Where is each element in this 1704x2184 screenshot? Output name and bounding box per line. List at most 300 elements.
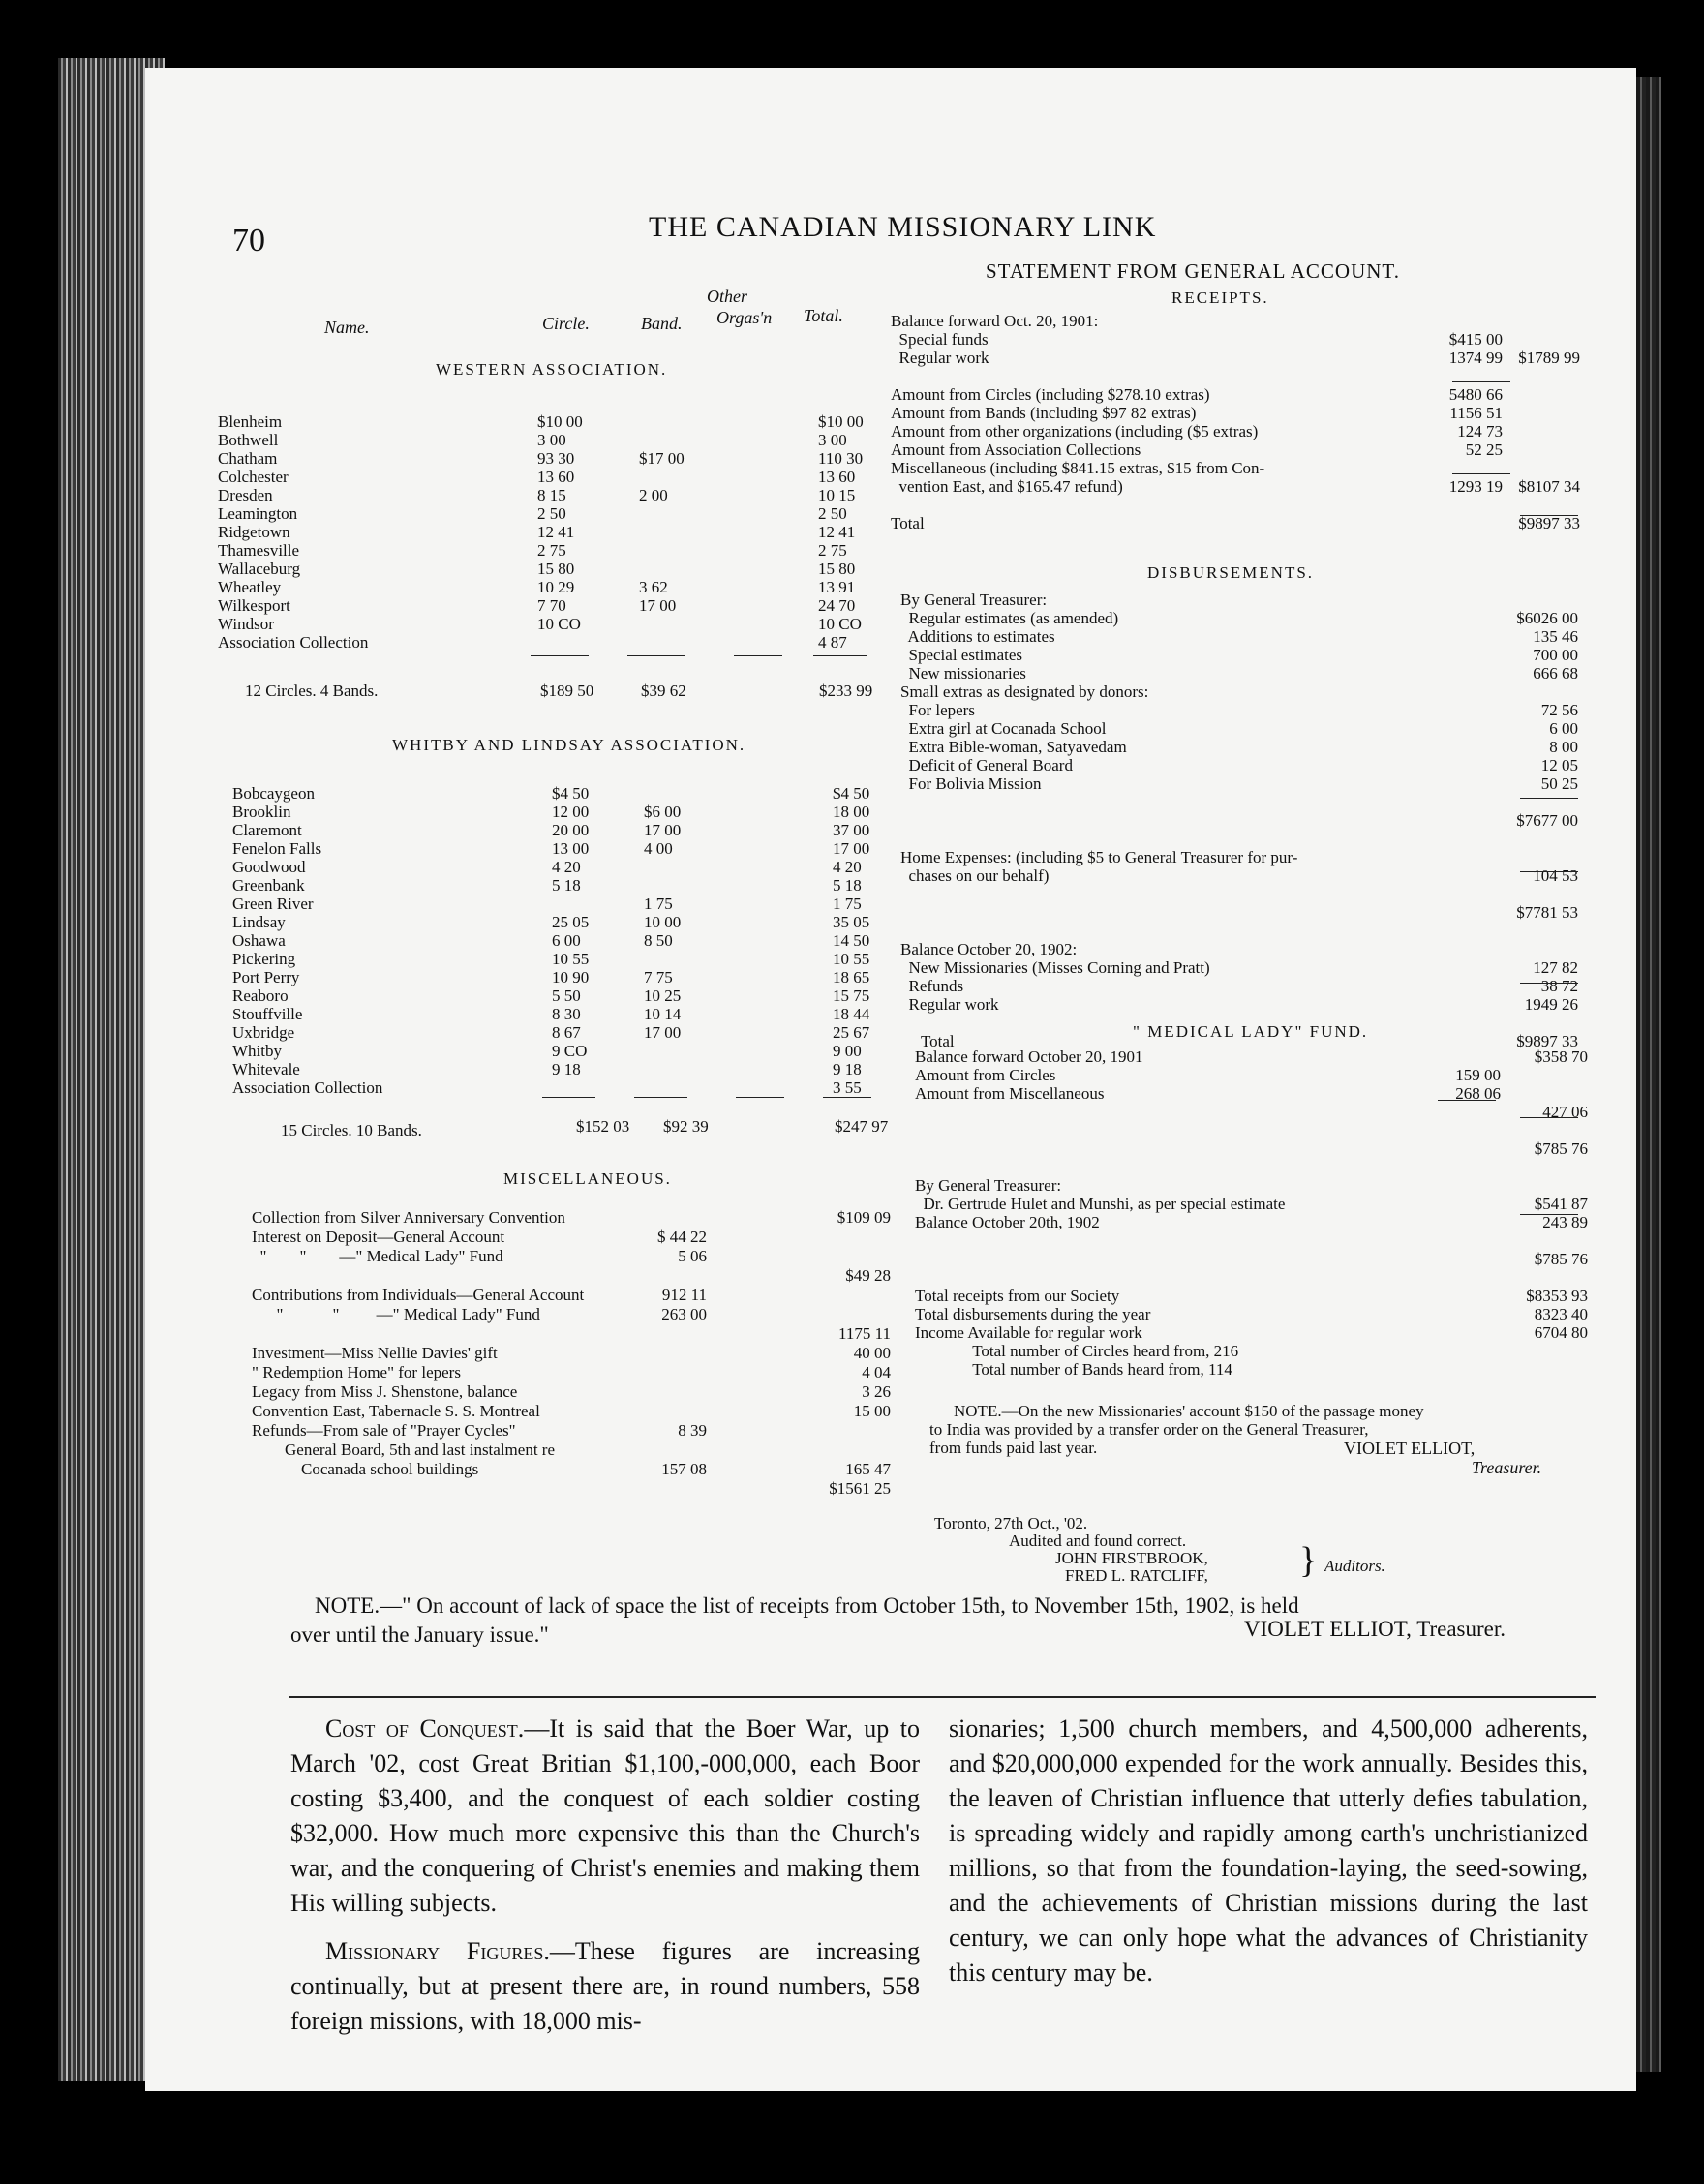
whitby-circle-cell: 13 00: [552, 839, 590, 858]
western-row: [218, 596, 857, 615]
receipts-text: Regular work: [891, 349, 989, 367]
western-table: [218, 412, 864, 664]
statement-title: STATEMENT FROM GENERAL ACCOUNT.: [986, 259, 1400, 283]
whitby-summary-label: 15 Circles. 10 Bands.: [281, 1121, 422, 1139]
whitby-summary-total: $247 97: [835, 1117, 889, 1136]
disbursements-text: Regular work: [900, 995, 999, 1014]
western-row: [218, 633, 857, 652]
receipts-line: [891, 422, 1580, 440]
disbursements-text: Extra Bible-woman, Satyavedam: [900, 738, 1127, 756]
medical-line: [915, 1047, 1588, 1066]
note-line-3: from funds paid last year.: [929, 1439, 1098, 1457]
receipts-table: [891, 312, 1580, 544]
whitby-band-cell: 17 00: [644, 1023, 682, 1042]
rule: [813, 655, 867, 656]
misc-line: [252, 1208, 891, 1227]
page-sheet: [145, 68, 1636, 2091]
disbursements-line: [900, 701, 1588, 719]
western-name-cell: Chatham: [218, 449, 278, 468]
receipts-total: $9897 33: [1518, 514, 1580, 532]
western-row: [218, 468, 857, 486]
misc-amount: 263 00: [661, 1305, 707, 1323]
misc-line: [252, 1286, 891, 1304]
whitby-name-cell: Stouffville: [232, 1005, 303, 1023]
misc-total: 4 04: [862, 1363, 891, 1381]
whitby-circle-cell: 5 50: [552, 986, 581, 1005]
misc-line: [252, 1441, 891, 1459]
whitby-band-cell: 10 14: [644, 1005, 682, 1023]
auditors-label: Auditors.: [1324, 1557, 1385, 1575]
medical-line: [915, 1231, 1588, 1250]
misc-title: MISCELLANEOUS.: [503, 1169, 672, 1188]
whitby-circle-cell: 8 67: [552, 1023, 581, 1042]
rule: [1452, 473, 1510, 474]
receipts-text: Amount from Circles (including $278.10 extras): [891, 385, 1210, 404]
whitby-circle-cell: 12 00: [552, 803, 590, 821]
misc-amount: 157 08: [661, 1460, 707, 1478]
whitby-name-cell: Green River: [232, 895, 314, 913]
col-band-header: Band.: [641, 314, 683, 333]
medical-amount: 268 06: [1455, 1084, 1501, 1103]
rule: [1520, 1214, 1578, 1215]
disbursements-total: $6026 00: [1516, 609, 1578, 627]
misc-line: [252, 1479, 891, 1498]
western-circle-cell: 12 41: [537, 523, 575, 541]
article-left-column: [290, 1712, 920, 2052]
disbursements-text: New missionaries: [900, 664, 1026, 682]
western-circle-cell: 93 30: [537, 449, 575, 468]
whitby-circle-cell: 10 55: [552, 950, 590, 968]
note-line-1: NOTE.—On the new Missionaries' account $150 of the passage money: [954, 1402, 1424, 1420]
whitby-name-cell: Reaboro: [232, 986, 289, 1005]
whitby-total-cell: 18 00: [833, 803, 870, 821]
figures-heading: Missionary Figures.: [325, 1937, 550, 1965]
rule: [1438, 1100, 1496, 1101]
disbursements-line: [900, 922, 1588, 940]
whitby-name-cell: Oshawa: [232, 931, 286, 950]
cost-heading: Cost of Conquest.: [325, 1714, 525, 1743]
western-name-cell: Bothwell: [218, 431, 279, 449]
misc-total: 40 00: [853, 1344, 891, 1362]
disbursements-text: Special estimates: [900, 646, 1023, 664]
signature-title: Treasurer.: [1472, 1458, 1542, 1477]
section-divider: [289, 1696, 1596, 1698]
medical-line: [915, 1139, 1588, 1158]
medical-line: [915, 1066, 1588, 1084]
whitby-circle-cell: $4 50: [552, 784, 590, 803]
misc-total: $49 28: [845, 1266, 891, 1285]
whitby-table: [232, 784, 870, 1104]
medical-total: $785 76: [1534, 1139, 1588, 1158]
disbursements-text: Home Expenses: (including $5 to General Treasurer for pur-: [900, 848, 1298, 866]
receipts-total: $1789 99: [1518, 349, 1580, 367]
whitby-summary-band: $92 39: [663, 1117, 709, 1136]
receipts-line: [891, 514, 1580, 532]
misc-line: [252, 1228, 891, 1246]
misc-text: Interest on Deposit—General Account: [252, 1228, 505, 1246]
medical-line: [915, 1250, 1588, 1268]
note-line-2: to India was provided by a transfer order on the General Treasurer,: [929, 1420, 1369, 1439]
whitby-total-cell: 18 44: [833, 1005, 870, 1023]
disbursements-text: Regular estimates (as amended): [900, 609, 1119, 627]
medical-total: 427 06: [1542, 1103, 1588, 1121]
medical-line: [915, 1323, 1588, 1342]
rule: [736, 1097, 784, 1098]
disbursements-text: By General Treasurer:: [900, 591, 1048, 609]
disbursements-total: 6 00: [1549, 719, 1578, 738]
western-name-cell: Colchester: [218, 468, 289, 486]
col-total-header: Total.: [804, 306, 843, 325]
misc-text: Refunds—From sale of "Prayer Cycles": [252, 1421, 516, 1440]
western-total-cell: $10 00: [818, 412, 864, 431]
whitby-name-cell: Fenelon Falls: [232, 839, 322, 858]
disbursements-total: 12 05: [1540, 756, 1578, 774]
medical-text: Amount from Miscellaneous: [915, 1084, 1105, 1103]
disbursements-line: [900, 940, 1588, 958]
disbursements-total: 50 25: [1540, 774, 1578, 793]
western-name-cell: Dresden: [218, 486, 273, 504]
misc-text: " " —" Medical Lady" Fund: [252, 1247, 503, 1265]
medical-text: Dr. Gertrude Hulet and Munshi, as per special estimate: [915, 1195, 1286, 1213]
disbursements-total: 72 56: [1540, 701, 1578, 719]
wide-note-signature: VIOLET ELLIOT, Treasurer.: [1244, 1617, 1506, 1641]
wide-note-line-1: NOTE.—" On account of lack of space the list of receipts from October 15th, to November 15th, 1902, is held: [315, 1593, 1299, 1618]
western-band-cell: $17 00: [639, 449, 685, 468]
misc-line: [252, 1344, 891, 1362]
whitby-row: [232, 821, 870, 839]
disbursements-total: 135 46: [1533, 627, 1578, 646]
receipts-text: Total: [891, 514, 925, 532]
disbursements-line: [900, 591, 1588, 609]
disbursements-total: 38 72: [1540, 977, 1578, 995]
medical-total: $358 70: [1534, 1047, 1588, 1066]
disbursements-line: [900, 866, 1588, 885]
rule: [1520, 1117, 1578, 1118]
rule: [1520, 983, 1578, 984]
running-head: THE CANADIAN MISSIONARY LINK: [649, 211, 1157, 243]
misc-amount: $ 44 22: [657, 1228, 707, 1246]
medical-text: Total disbursements during the year: [915, 1305, 1151, 1323]
disbursements-text: New Missionaries (Misses Corning and Pratt): [900, 958, 1210, 977]
misc-line: [252, 1305, 891, 1323]
western-band-cell: 3 62: [639, 578, 668, 596]
whitby-total-cell: 9 00: [833, 1042, 862, 1060]
figures-body: —These figures are increasing continually, but at present there are, in round numbers, 558 foreign missions, with 18,000 mis-: [290, 1937, 920, 2035]
western-summary-band: $39 62: [641, 682, 686, 700]
receipts-amount: 124 73: [1457, 422, 1503, 440]
whitby-name-cell: Association Collection: [232, 1078, 383, 1097]
western-summary-label: 12 Circles. 4 Bands.: [245, 682, 379, 700]
disbursements-line: [900, 811, 1588, 830]
western-circle-cell: 15 80: [537, 560, 575, 578]
western-name-cell: Windsor: [218, 615, 274, 633]
disbursements-line: [900, 793, 1588, 811]
whitby-row: [232, 895, 862, 913]
whitby-circle-cell: 10 90: [552, 968, 590, 986]
misc-amount: 5 06: [678, 1247, 707, 1265]
misc-amount: 912 11: [661, 1286, 707, 1304]
disbursements-line: [900, 756, 1588, 774]
audited-line: Audited and found correct.: [1009, 1532, 1187, 1550]
disbursements-line: [900, 977, 1588, 995]
whitby-row: [232, 913, 870, 931]
whitby-row: [232, 931, 870, 950]
western-name-cell: Wheatley: [218, 578, 282, 596]
receipts-line: [891, 404, 1580, 422]
medical-text: Amount from Circles: [915, 1066, 1056, 1084]
western-circle-cell: 8 15: [537, 486, 566, 504]
whitby-circle-cell: 8 30: [552, 1005, 581, 1023]
medical-total: 243 89: [1542, 1213, 1588, 1231]
western-name-cell: Thamesville: [218, 541, 300, 560]
receipts-text: Amount from Bands (including $97 82 extras): [891, 404, 1197, 422]
col-other-header: Orgas'n: [716, 308, 773, 327]
whitby-row: [232, 1023, 870, 1042]
book-right-edge: [1636, 77, 1661, 2072]
rule: [823, 1097, 871, 1098]
disbursements-line: [900, 958, 1588, 977]
whitby-name-cell: Whitevale: [232, 1060, 300, 1078]
disbursements-line: [900, 885, 1588, 903]
western-name-cell: Wilkesport: [218, 596, 290, 615]
disbursements-total: 8 00: [1549, 738, 1578, 756]
medical-amount: 159 00: [1455, 1066, 1501, 1084]
whitby-total-cell: 4 20: [833, 858, 862, 876]
disbursements-line: [900, 848, 1588, 866]
western-band-cell: 2 00: [639, 486, 668, 504]
receipts-text: Miscellaneous (including $841.15 extras, $15 from Con-: [891, 459, 1265, 477]
whitby-band-cell: 17 00: [644, 821, 682, 839]
col-circle-header: Circle.: [542, 314, 590, 333]
western-row: [218, 615, 862, 633]
misc-text: General Board, 5th and last instalment re: [252, 1441, 555, 1459]
receipts-amount: 1293 19: [1448, 477, 1503, 496]
western-circle-cell: 10 29: [537, 578, 575, 596]
western-circle-cell: $10 00: [537, 412, 583, 431]
disbursements-line: [900, 738, 1588, 756]
misc-line: [252, 1266, 891, 1285]
rule: [1520, 798, 1578, 799]
receipts-line: [891, 330, 1580, 349]
western-row: [218, 449, 864, 468]
receipts-line: [891, 459, 1580, 477]
whitby-band-cell: 1 75: [644, 895, 673, 913]
misc-total: $1561 25: [829, 1479, 891, 1498]
disbursements-line: [900, 646, 1588, 664]
receipts-line: [891, 385, 1580, 404]
whitby-total-cell: 1 75: [833, 895, 862, 913]
whitby-name-cell: Bobcaygeon: [232, 784, 315, 803]
western-row: [218, 486, 857, 504]
misc-amount: 8 39: [678, 1421, 707, 1440]
disbursements-text: Small extras as designated by donors:: [900, 682, 1149, 701]
medical-text: Balance October 20th, 1902: [915, 1213, 1100, 1231]
western-total-cell: 2 50: [818, 504, 847, 523]
whitby-total-cell: 17 00: [833, 839, 870, 858]
whitby-name-cell: Claremont: [232, 821, 302, 839]
whitby-band-cell: 7 75: [644, 968, 673, 986]
misc-text: Collection from Silver Anniversary Convention: [252, 1208, 565, 1227]
rule: [542, 1097, 595, 1098]
medical-line: [915, 1268, 1588, 1287]
receipts-total: $8107 34: [1518, 477, 1580, 496]
medical-text: Total number of Circles heard from, 216: [915, 1342, 1239, 1360]
medical-text: Total number of Bands heard from, 114: [915, 1360, 1232, 1379]
rule: [1520, 871, 1578, 872]
receipts-text: Balance forward Oct. 20, 1901:: [891, 312, 1099, 330]
medical-line: [915, 1103, 1588, 1121]
auditor-1: JOHN FIRSTBROOK,: [1055, 1549, 1208, 1567]
western-total-cell: 13 91: [818, 578, 856, 596]
western-circle-cell: 3 00: [537, 431, 566, 449]
whitby-total-cell: 14 50: [833, 931, 870, 950]
misc-line: [252, 1324, 891, 1343]
disbursements-total: 666 68: [1533, 664, 1578, 682]
misc-line: [252, 1382, 891, 1401]
western-total-cell: 12 41: [818, 523, 856, 541]
whitby-band-cell: 10 25: [644, 986, 682, 1005]
whitby-circle-cell: 5 18: [552, 876, 581, 895]
rule: [634, 1097, 687, 1098]
disbursements-text: For lepers: [900, 701, 975, 719]
receipts-text: Amount from Association Collections: [891, 440, 1141, 459]
medical-line: [915, 1342, 1588, 1360]
disbursements-text: Balance October 20, 1902:: [900, 940, 1078, 958]
disbursements-line: [900, 682, 1588, 701]
disbursements-line: [900, 664, 1588, 682]
receipts-line: [891, 312, 1580, 330]
receipts-amount: $415 00: [1448, 330, 1503, 349]
whitby-name-cell: Whitby: [232, 1042, 282, 1060]
whitby-row: [232, 1005, 870, 1023]
western-circle-cell: 7 70: [537, 596, 566, 615]
disbursements-line: [900, 774, 1588, 793]
disbursements-total: 1949 26: [1524, 995, 1578, 1014]
western-total-cell: 110 30: [818, 449, 864, 468]
misc-text: Cocanada school buildings: [252, 1460, 479, 1478]
whitby-name-cell: Greenbank: [232, 876, 305, 895]
whitby-total-cell: 37 00: [833, 821, 870, 839]
whitby-circle-cell: 9 CO: [552, 1042, 588, 1060]
rule: [734, 655, 782, 656]
disbursements-total: $7781 53: [1516, 903, 1578, 922]
misc-text: " Redemption Home" for lepers: [252, 1363, 461, 1381]
medical-text: Balance forward October 20, 1901: [915, 1047, 1143, 1066]
cost-body: —It is said that the Boer War, up to March '02, cost Great Britian $1,100,-000,000, each Boor costing $3,400, and the conquest of each soldier costing $32,000. How much more expensive this than the Church's war, and the conquering of Christ's enemies and making them His willing subjects.: [290, 1714, 921, 1917]
western-total-cell: 10 15: [818, 486, 856, 504]
receipts-amount: 1374 99: [1448, 349, 1503, 367]
col-other-top-header: Other: [707, 287, 747, 306]
rule: [627, 655, 685, 656]
auditor-2: FRED L. RATCLIFF,: [1065, 1566, 1208, 1585]
whitby-name-cell: Goodwood: [232, 858, 306, 876]
receipts-amount: 1156 51: [1449, 404, 1503, 422]
whitby-total-cell: 18 65: [833, 968, 870, 986]
medical-total: $541 87: [1534, 1195, 1588, 1213]
auditors-brace: }: [1299, 1540, 1318, 1581]
western-summary-total: $233 99: [819, 682, 873, 700]
receipts-line: [891, 367, 1580, 385]
whitby-row: [232, 1042, 862, 1060]
medical-line: [915, 1213, 1588, 1231]
western-row: [218, 523, 857, 541]
medical-total: $785 76: [1534, 1250, 1588, 1268]
western-total-cell: 24 70: [818, 596, 856, 615]
receipts-text: Special funds: [891, 330, 989, 349]
receipts-line: [891, 496, 1580, 514]
receipts-text: Amount from other organizations (including ($5 extras): [891, 422, 1259, 440]
whitby-row: [232, 803, 870, 821]
western-total-cell: 10 CO: [818, 615, 862, 633]
western-name-cell: Wallaceburg: [218, 560, 301, 578]
disbursements-text: Additions to estimates: [900, 627, 1055, 646]
rule: [1452, 381, 1510, 382]
misc-line: [252, 1247, 891, 1265]
misc-line: [252, 1402, 891, 1420]
whitby-total-cell: 9 18: [833, 1060, 862, 1078]
article-right-column: [949, 1712, 1588, 2004]
receipts-line: [891, 349, 1580, 367]
receipts-amount: 5480 66: [1448, 385, 1503, 404]
western-name-cell: Ridgetown: [218, 523, 290, 541]
whitby-band-cell: $6 00: [644, 803, 682, 821]
disbursements-total: 104 53: [1533, 866, 1578, 885]
misc-total: 3 26: [862, 1382, 891, 1401]
whitby-row: [232, 1078, 862, 1097]
western-total-cell: 2 75: [818, 541, 847, 560]
receipts-title: RECEIPTS.: [1172, 288, 1269, 307]
medical-line: [915, 1287, 1588, 1305]
western-name-cell: Blenheim: [218, 412, 283, 431]
whitby-name-cell: Brooklin: [232, 803, 291, 821]
whitby-total-cell: 10 55: [833, 950, 870, 968]
western-title: WESTERN ASSOCIATION.: [436, 360, 668, 379]
disbursements-line: [900, 627, 1588, 646]
figures-continuation: sionaries; 1,500 church members, and 4,500,000 adherents, and $20,000,000 expended for the work annually. Besides this, the leaven of Christian influence that utterly defies tabulation, is spreading widely and rapidly among earth's unchristianized millions, so that from the foundation-laying, the seed-sowing, and the achievements of Christian missions during the last century, we can only hope what the advances of Christianity this century may be.: [949, 1714, 1588, 1987]
whitby-row: [232, 839, 870, 858]
whitby-total-cell: $4 50: [833, 784, 870, 803]
place-date: Toronto, 27th Oct., '02.: [934, 1514, 1088, 1532]
disbursements-text: Total: [900, 1032, 955, 1050]
disbursements-table: [900, 591, 1588, 1055]
western-total-cell: 13 60: [818, 468, 856, 486]
whitby-row: [232, 858, 862, 876]
western-circle-cell: 2 50: [537, 504, 566, 523]
disbursements-total: 700 00: [1533, 646, 1578, 664]
medical-total: 8323 40: [1534, 1305, 1588, 1323]
whitby-total-cell: 3 55: [833, 1078, 862, 1097]
whitby-row: [232, 1060, 862, 1078]
misc-total: 15 00: [853, 1402, 891, 1420]
misc-text: " " —" Medical Lady" Fund: [252, 1305, 540, 1323]
whitby-total-cell: 5 18: [833, 876, 862, 895]
receipts-line: [891, 477, 1580, 496]
whitby-name-cell: Uxbridge: [232, 1023, 295, 1042]
misc-line: [252, 1363, 891, 1381]
disbursements-text: Refunds: [900, 977, 964, 995]
disbursements-line: [900, 719, 1588, 738]
misc-total: 165 47: [845, 1460, 891, 1478]
misc-total: $109 09: [837, 1208, 891, 1227]
disbursements-text: Extra girl at Cocanada School: [900, 719, 1107, 738]
disbursements-line: [900, 903, 1588, 922]
western-row: [218, 412, 864, 431]
whitby-total-cell: 15 75: [833, 986, 870, 1005]
whitby-band-cell: 4 00: [644, 839, 673, 858]
receipts-line: [891, 440, 1580, 459]
whitby-band-cell: 10 00: [644, 913, 682, 931]
medical-line: [915, 1195, 1588, 1213]
